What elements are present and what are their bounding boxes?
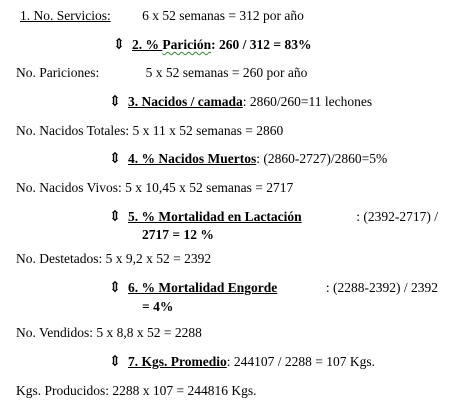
total-born-line: No. Nacidos Totales: 5 x 11 x 52 semanas = 2860 xyxy=(16,123,284,138)
up-down-arrow-icon: ⇕ xyxy=(112,37,126,53)
paritions-value: 5 x 52 semanas = 260 por año xyxy=(145,65,308,80)
sold-line: No. Vendidos: 5 x 8,8 x 52 = 2288 xyxy=(16,325,202,340)
stillborn-label: 4. % Nacidos Muertos xyxy=(128,151,257,166)
paritions-line xyxy=(16,66,307,80)
lactation-mortality-result: 2717 = 12 % xyxy=(142,227,214,242)
born-per-litter-rest: : 2860/260=11 lechones xyxy=(242,94,373,109)
fattening-mortality-rest: : (2288-2392) / 2392 xyxy=(325,280,438,295)
produced-kgs-line: Kgs. Producidos: 2288 x 107 = 244816 Kgs. xyxy=(16,383,257,398)
lactation-mortality-line xyxy=(108,210,438,225)
avg-weight-rest: : 244107 / 2288 = 107 Kgs. xyxy=(226,354,375,369)
stillborn-rest: : (2860-2727)/2860=5% xyxy=(256,151,388,166)
paritions-label: No. Pariciones: xyxy=(16,65,100,80)
fattening-mortality-line xyxy=(108,281,438,296)
parition-word: Parición xyxy=(162,37,212,52)
born-per-litter-line xyxy=(108,95,372,110)
born-per-litter-label: 3. Nacidos / camada xyxy=(128,94,243,109)
up-down-arrow-icon: ⇕ xyxy=(108,151,122,167)
lactation-mortality-rest: : (2392-2717) / xyxy=(356,209,438,224)
parition-line xyxy=(112,38,311,53)
avg-weight-line xyxy=(108,355,375,370)
fattening-mortality-result: = 4% xyxy=(142,299,174,314)
up-down-arrow-icon: ⇕ xyxy=(108,280,122,296)
up-down-arrow-icon: ⇕ xyxy=(108,209,122,225)
services-value: 6 x 52 semanas = 312 por año xyxy=(142,8,304,23)
parition-rest: : 260 / 312 = 83% xyxy=(211,37,312,52)
stillborn-line xyxy=(108,152,387,167)
born-alive-line: No. Nacidos Vivos: 5 x 10,45 x 52 semanas = 2717 xyxy=(16,180,294,195)
fattening-mortality-label: 6. % Mortalidad Engorde xyxy=(128,280,278,295)
weaned-line: No. Destetados: 5 x 9,2 x 52 = 2392 xyxy=(16,251,212,266)
up-down-arrow-icon: ⇕ xyxy=(108,354,122,370)
services-line xyxy=(20,9,304,23)
parition-prefix: 2. % xyxy=(132,37,163,52)
avg-weight-label: 7. Kgs. Promedio xyxy=(128,354,227,369)
lactation-mortality-label: 5. % Mortalidad en Lactación xyxy=(128,209,302,224)
services-label: 1. No. Servicios: xyxy=(20,8,111,23)
up-down-arrow-icon: ⇕ xyxy=(108,94,122,110)
